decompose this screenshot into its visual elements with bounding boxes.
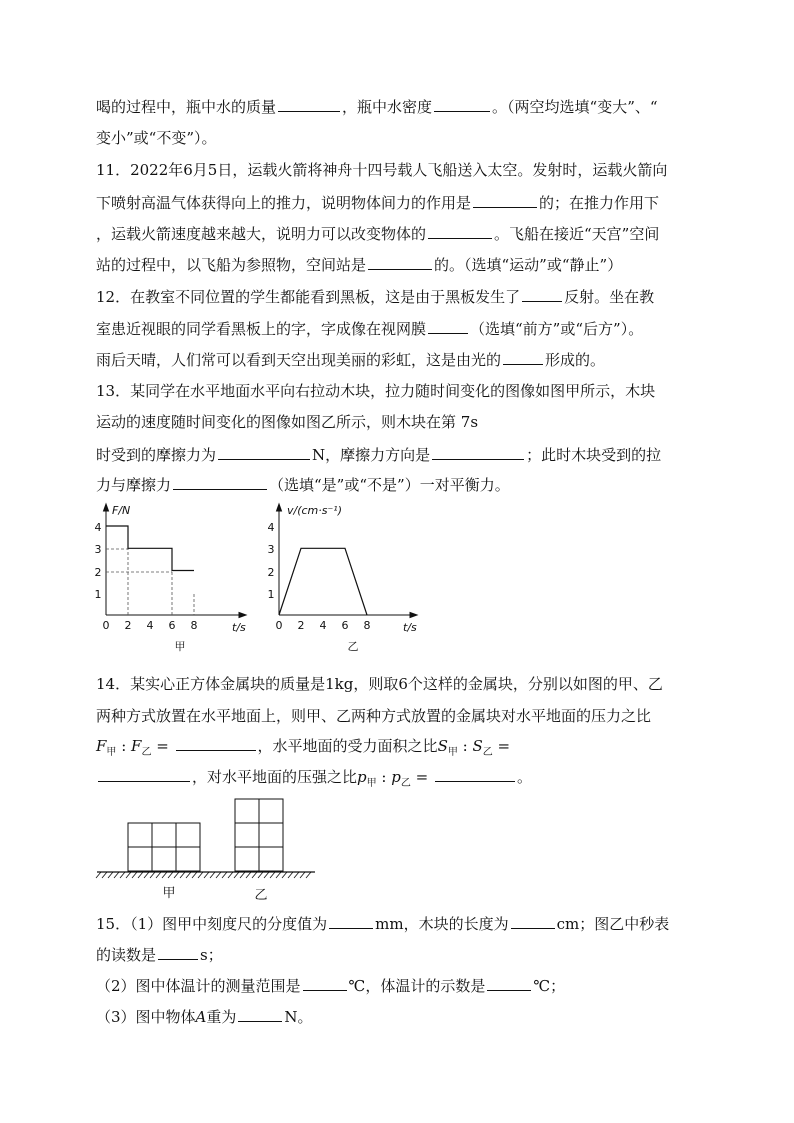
text-line: 喝的过程中，瓶中水的质量 ，瓶中水密度 。（两空均选填“变大”、“ [96, 98, 658, 116]
text-line: 室患近视眼的同学看黑板上的字，字成像在视网膜 （选填“前方”或“后方”）。 [96, 320, 644, 338]
text-line: 两种方式放置在水平地面上，则甲、乙两种方式放置的金属块对水平地面的压力之比 [96, 707, 652, 725]
label-yi: 乙 [254, 888, 268, 903]
text-line: 雨后天晴，人们常可以看到天空出现美丽的彩虹，这是由光的 形成的。 [96, 351, 606, 369]
block-figure [95, 795, 320, 905]
x-tick: 8 [190, 619, 198, 632]
x-axis-arrow [239, 613, 246, 618]
question-14: 14．某实心正方体金属块的质量是1kg，则取6个这样的金属块，分别以如图的甲、乙 [96, 675, 663, 693]
graph-yi [263, 500, 428, 655]
x-axis-label: t/s [232, 621, 246, 634]
y-axis-arrow [104, 504, 109, 511]
force-line [106, 526, 194, 571]
ground-hatch [96, 872, 311, 878]
y-axis-label: v/(cm·s⁻¹) [287, 504, 343, 517]
y-axis-label: F/N [112, 504, 131, 517]
y-tick: 1 [267, 588, 275, 601]
text-line: $F_甲$ : $F_乙$ = ，水平地面的受力面积之比$S_甲$ : $S_乙$ = [96, 737, 511, 758]
y-tick: 3 [94, 543, 102, 556]
text-line: ，运载火箭速度越来越大，说明力可以改变物体的 。飞船在接近“天宫”空间 [96, 225, 660, 243]
y-axis-arrow [277, 504, 282, 511]
question-11: 11．2022年6月5日，运载火箭将神舟十四号载人飞船送入太空。发射时，运载火箭向 [96, 161, 668, 179]
x-tick: 2 [124, 619, 132, 632]
text-line: 运动的速度随时间变化的图像如图乙所示，则木块在第 7s [96, 413, 479, 431]
graph-caption: 甲 [174, 640, 186, 653]
text-line: 站的过程中，以飞船为参照物，空间站是 的。（选填“运动”或“静止”） [96, 256, 623, 274]
text-line: 力与摩擦力 （选填“是”或“不是”）一对平衡力。 [96, 476, 510, 494]
text-line: 时受到的摩擦力为 N，摩擦力方向是 ；此时木块受到的拉 [96, 446, 662, 464]
y-tick: 1 [94, 588, 102, 601]
y-tick: 4 [267, 521, 275, 534]
label-jia: 甲 [162, 886, 176, 901]
y-tick: 2 [267, 566, 275, 579]
text-line: （2）图中体温计的测量范围是 ℃，体温计的示数是 ℃； [96, 977, 566, 995]
text-line: 下喷射高温气体获得向上的推力，说明物体间力的作用是 的；在推力作用下 [96, 194, 660, 212]
x-tick: 4 [319, 619, 327, 632]
x-tick: 8 [363, 619, 371, 632]
x-axis-label: t/s [403, 621, 417, 634]
x-tick: 0 [275, 619, 283, 632]
y-tick: 4 [94, 521, 102, 534]
question-12: 12．在教室不同位置的学生都能看到黑板，这是由于黑板发生了 反射。坐在教 [96, 288, 655, 306]
graph-jia [90, 500, 255, 655]
x-tick: 0 [102, 619, 110, 632]
text-line: 变小”或“不变”）。 [96, 129, 217, 147]
blocks-yi [235, 799, 283, 871]
text-line: （3）图中物体A重为 N。 [96, 1008, 313, 1026]
question-15: 15．（1）图甲中刻度尺的分度值为 mm，木块的长度为 cm；图乙中秒表 [96, 915, 670, 933]
x-tick: 6 [168, 619, 176, 632]
y-tick: 3 [267, 543, 275, 556]
blocks-jia [128, 823, 200, 871]
question-13: 13．某同学在水平地面水平向右拉动木块，拉力随时间变化的图像如图甲所示，木块 [96, 382, 656, 400]
text-line: ，对水平地面的压强之比$p_甲$ : $p_乙$ = 。 [96, 766, 532, 794]
graph-caption: 乙 [347, 640, 359, 653]
x-tick: 6 [341, 619, 349, 632]
x-axis-arrow [410, 613, 417, 618]
y-tick: 2 [94, 566, 102, 579]
text-line: 的读数是 s； [96, 946, 223, 964]
velocity-line [279, 548, 367, 615]
x-tick: 4 [146, 619, 154, 632]
x-tick: 2 [297, 619, 305, 632]
